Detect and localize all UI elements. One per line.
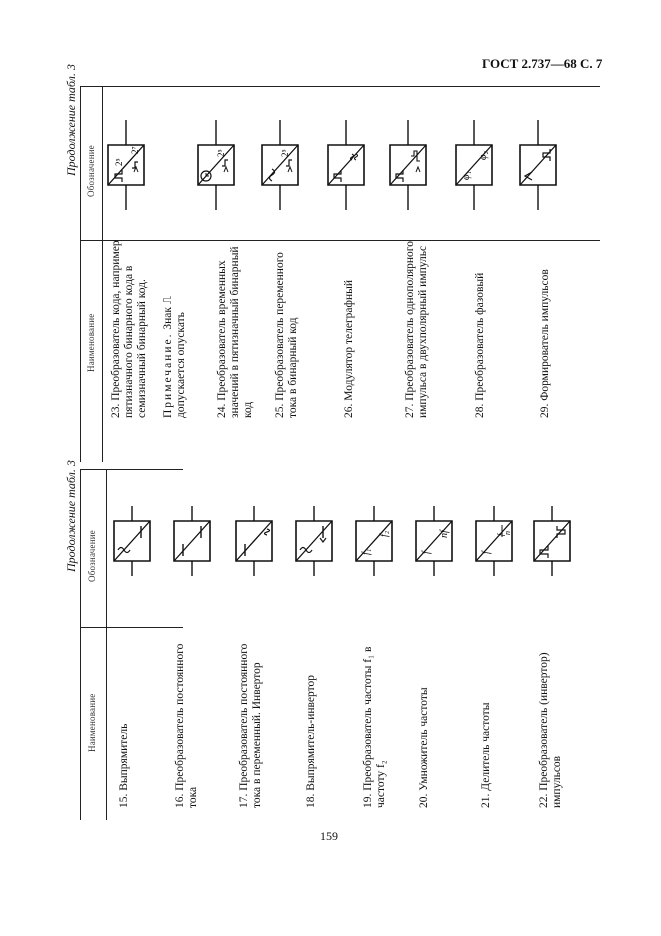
column-header-name: Наименование	[87, 693, 97, 752]
table-right-header-rule	[80, 86, 81, 462]
row-18-name: 18. Выпрямитель-инвертор	[305, 675, 317, 808]
column-header-symbol-right: Обозначение	[86, 145, 96, 197]
time-code-converter-symbol	[186, 120, 246, 210]
svg-text:f₂: f₂	[379, 530, 390, 537]
svg-text:f: f	[481, 551, 492, 554]
ac-code-converter-symbol	[250, 120, 310, 210]
row-23-name: 23. Преобразователь кода, например пятизначного бинарного кода в семизначный бинарный код.	[110, 240, 148, 418]
pulse-polarity-converter-symbol	[378, 120, 438, 210]
continuation-caption-right: Продолжение табл. 3	[64, 64, 78, 176]
code-converter-symbol	[96, 120, 156, 210]
row-22-name: 22. Преобразователь (инвертор) импульсов	[538, 652, 563, 808]
frequency-multiplier-symbol	[404, 506, 464, 576]
row-26-name: 26. Модулятор телеграфный	[343, 279, 355, 418]
svg-text:f: f	[421, 551, 432, 554]
frequency-converter-symbol	[344, 506, 404, 576]
svg-text:2⁵: 2⁵	[216, 149, 226, 157]
continuation-caption-left: Продолжение табл. 3	[64, 460, 78, 572]
note-text: Знак ⎍ допускается опускать	[162, 296, 187, 418]
frequency-divider-symbol	[464, 506, 524, 576]
svg-text:nf: nf	[439, 530, 450, 538]
pulse-inverter-symbol	[522, 506, 582, 576]
table-left-header-rule	[80, 469, 81, 820]
column-header-symbol: Обозначение	[87, 530, 97, 582]
svg-text:2⁵: 2⁵	[114, 158, 124, 166]
row-15-name: 15. Выпрямитель	[118, 723, 130, 808]
svg-text:2⁷: 2⁷	[130, 146, 140, 154]
row-28-name: 28. Преобразователь фазовый	[474, 272, 486, 418]
svg-text:f₁: f₁	[361, 548, 372, 555]
rectifier-inverter-symbol	[284, 506, 344, 576]
svg-text:2⁵: 2⁵	[280, 149, 290, 157]
pulse-shaper-symbol	[508, 120, 568, 210]
row-21-name: 21. Делитель частоты	[480, 702, 492, 808]
svg-text:φ₂: φ₂	[478, 150, 489, 160]
row-29-name: 29. Формирователь импульсов	[539, 269, 551, 418]
row-27-name: 27. Преобразователь однополярного импульса в двухполярный импульс	[404, 241, 429, 418]
svg-text:n: n	[503, 531, 512, 535]
row-25-name: 25. Преобразователь переменного тока в бинарный код	[274, 252, 299, 418]
row-23-note	[162, 240, 188, 418]
svg-text:φ₁: φ₁	[461, 170, 472, 180]
table-right-column-divider	[80, 240, 600, 241]
table-left-top-rule	[80, 469, 183, 470]
page-number: 159	[320, 829, 338, 843]
inverter-symbol	[224, 506, 284, 576]
row-20-name: 20. Умножитель частоты	[418, 687, 430, 808]
document-reference: ГОСТ 2.737—68 С. 7	[482, 56, 603, 71]
row-17-name: 17. Преобразователь постоянного тока в переменный. Инвертор	[238, 643, 263, 808]
note-label: Примечание.	[162, 332, 174, 418]
phase-converter-symbol	[444, 120, 504, 210]
column-header-name-right: Наименование	[86, 313, 96, 372]
dc-converter-symbol	[162, 506, 222, 576]
table-left-column-divider	[80, 627, 183, 628]
rectifier-symbol	[102, 506, 162, 576]
row-19-name: 19. Преобразователь частоты f₁ в частоту f₂	[362, 646, 387, 808]
telegraph-modulator-symbol	[316, 120, 376, 210]
table-right-top-rule	[80, 86, 600, 87]
row-24-name: 24. Преобразователь временных значений в пятизначный бинарный код	[216, 246, 254, 418]
svg-text:f: f	[496, 533, 505, 536]
row-16-name: 16. Преобразователь постоянного тока	[174, 643, 199, 808]
